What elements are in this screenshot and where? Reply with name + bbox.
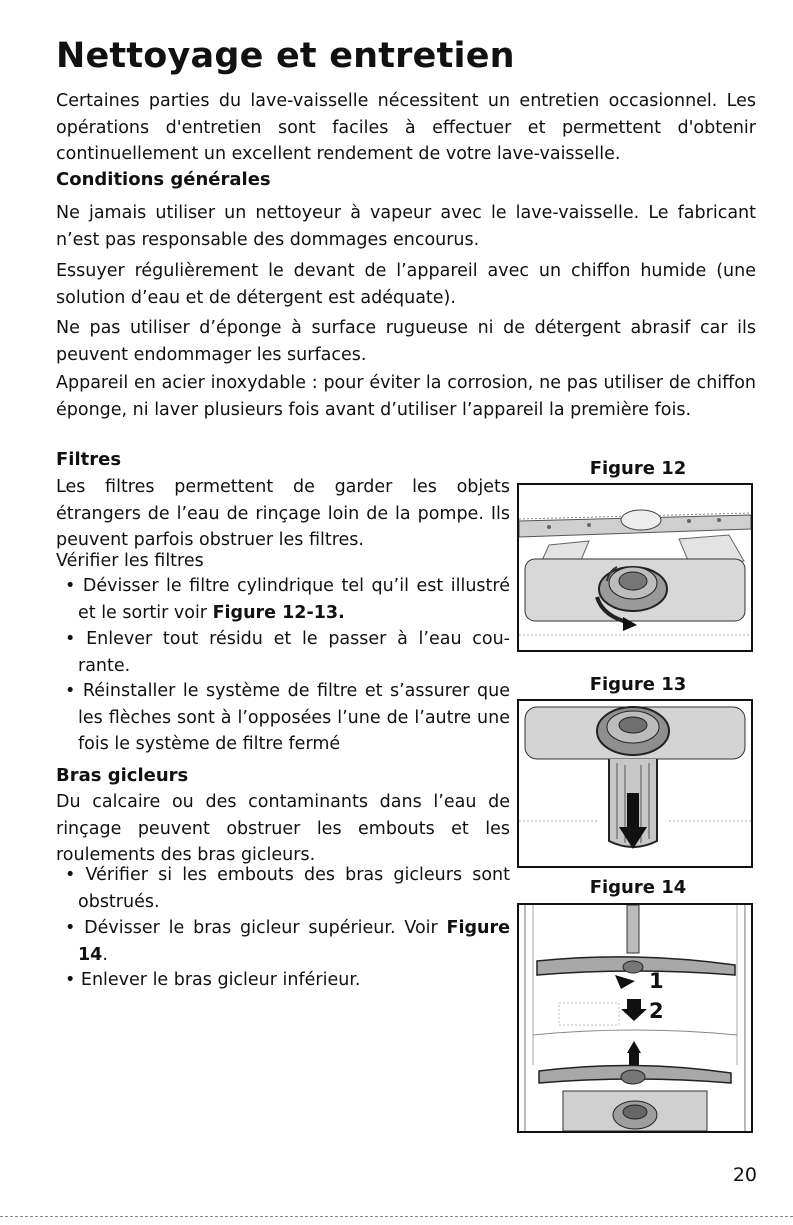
- filtres-check-label: Vérifier les filtres: [56, 551, 204, 571]
- bras-bullet-2: [56, 915, 510, 968]
- bullet-text: Réinstaller le système de filtre et s’assurer que les flèches sont à l’opposées l’une de l’autre une fois le système de filtre fermé: [78, 681, 510, 754]
- filtres-bullet-1: [56, 573, 510, 626]
- figure-13-caption: Figure 13: [589, 674, 687, 695]
- intro-paragraph: Certaines parties du lave-vaisselle nécessitent un entretien occasionnel. Les opérations d'entretien sont faciles à effectuer et permettent d'obtenir continuellement un excellent rendement de votre lave-vaisselle.: [56, 91, 756, 164]
- filtres-heading: Filtres: [56, 449, 122, 470]
- bullet-dot: •: [65, 681, 76, 701]
- step-2-label: 2: [649, 999, 664, 1023]
- bullet-text: Enlever tout résidu et le passer à l’eau cou-rante.: [78, 629, 510, 676]
- filtres-paragraph: Les filtres permettent de garder les objets étrangers de l’eau de rinçage loin de la pompe. Ils peuvent parfois obstruer les filtres.: [56, 477, 510, 550]
- step-1-label: 1: [649, 969, 664, 993]
- bullet-text: Dévisser le bras gicleur supérieur. Voir: [84, 918, 438, 938]
- bullet-dot: •: [65, 865, 76, 885]
- bullet-text: Vérifier si les embouts des bras gicleurs sont obstrués.: [78, 865, 510, 912]
- figure-12-caption: Figure 12: [589, 458, 687, 479]
- bullet-dot: •: [65, 918, 76, 938]
- filtres-bullet-2: [56, 626, 510, 679]
- figure-14-illustration: [517, 903, 753, 1133]
- page-title: Nettoyage et entretien: [56, 36, 515, 76]
- conditions-paragraph-1: Ne jamais utiliser un nettoyeur à vapeur avec le lave-vaisselle. Le fabricant n’est pas responsable des dommages encourus.: [56, 203, 756, 250]
- page-number: 20: [732, 1164, 757, 1186]
- filtres-bullet-3: [56, 678, 510, 758]
- bras-paragraph: Du calcaire ou des contaminants dans l’eau de rinçage peuvent obstruer les embouts et les roulements des bras gicleurs.: [56, 792, 510, 865]
- figure-14-caption: Figure 14: [589, 877, 687, 898]
- filter-cylinder-drawing: [519, 701, 751, 866]
- bullet-end: .: [102, 944, 108, 965]
- conditions-heading: Conditions générales: [56, 169, 271, 190]
- figure-reference: Figure 14: [78, 918, 510, 965]
- bras-heading: Bras gicleurs: [56, 765, 189, 786]
- footer-divider: [0, 1216, 793, 1217]
- bullet-text: Dévisser le filtre cylindrique tel qu’il est illustré et le sortir voir: [78, 576, 510, 623]
- bras-bullet-3: [56, 967, 510, 994]
- bullet-text: Enlever le bras gicleur inférieur.: [80, 970, 361, 990]
- bullet-dot: •: [65, 970, 76, 990]
- bullet-dot: •: [65, 576, 76, 596]
- spray-arm-drawing: [519, 905, 751, 1131]
- conditions-paragraph-3: Ne pas utiliser d’éponge à surface rugueuse ni de détergent abrasif car ils peuvent endommager les surfaces.: [56, 318, 756, 365]
- conditions-paragraph-2: Essuyer régulièrement le devant de l’appareil avec un chiffon humide (une solution d’eau et de détergent est adéquate).: [56, 261, 756, 308]
- filter-removal-drawing: [519, 485, 751, 650]
- figure-reference: Figure 12-13.: [212, 602, 345, 623]
- bras-bullet-1: [56, 862, 510, 915]
- bullet-dot: •: [65, 629, 76, 649]
- conditions-paragraph-4: Appareil en acier inoxydable : pour éviter la corrosion, ne pas utiliser de chiffon éponge, ni laver plusieurs fois avant d’utiliser l’appareil la première fois.: [56, 373, 756, 420]
- figure-13-illustration: [517, 699, 753, 868]
- figure-12-illustration: [517, 483, 753, 652]
